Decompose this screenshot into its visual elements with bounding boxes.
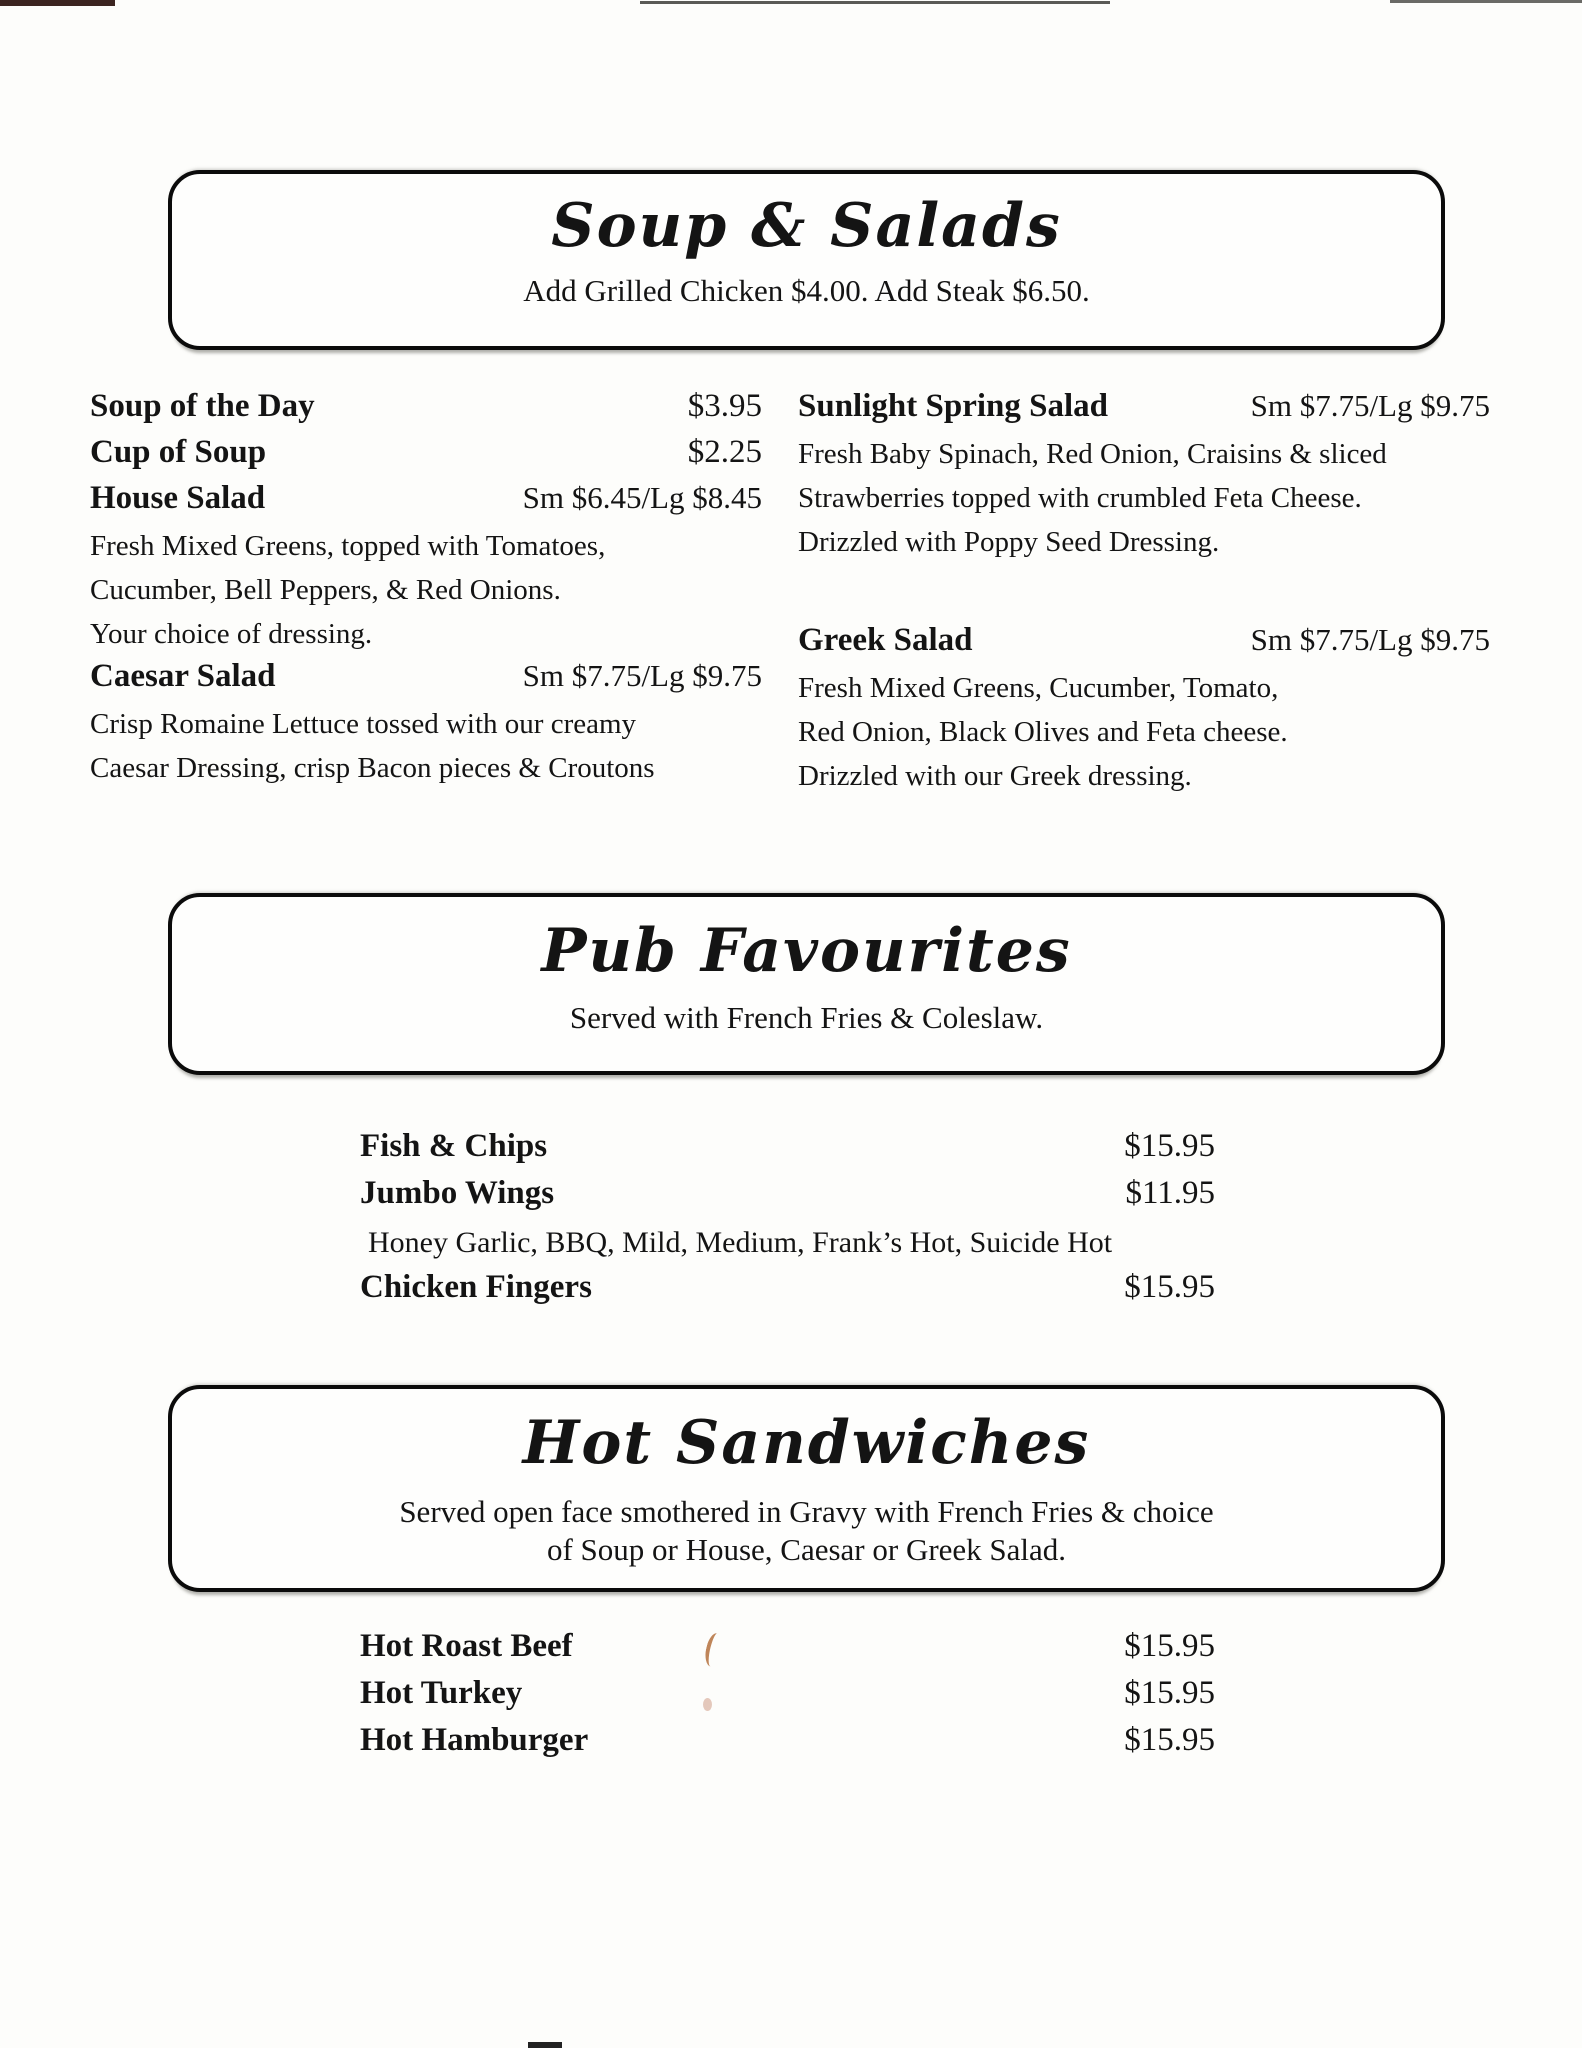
item-name: Greek Salad bbox=[798, 622, 973, 658]
menu-item-hot-turkey bbox=[360, 1675, 1215, 1722]
soup-salads-right-column bbox=[798, 388, 1490, 800]
item-name: Fish & Chips bbox=[360, 1128, 548, 1164]
menu-item-sunlight-spring-salad bbox=[798, 388, 1490, 434]
item-price: Sm $6.45/Lg $8.45 bbox=[522, 480, 762, 515]
item-name: Chicken Fingers bbox=[360, 1269, 592, 1305]
item-price: $15.95 bbox=[1124, 1628, 1215, 1664]
scan-edge-artifact bbox=[528, 2042, 562, 2048]
item-name: House Salad bbox=[90, 480, 266, 516]
item-name: Hot Turkey bbox=[360, 1675, 523, 1711]
menu-item-cup-of-soup bbox=[90, 434, 762, 480]
soup-salads-banner bbox=[168, 170, 1445, 350]
pub-favourites-title: Pub Favourites bbox=[541, 916, 1072, 986]
menu-item-caesar-salad bbox=[90, 658, 762, 704]
pub-favourites-items bbox=[360, 1128, 1215, 1316]
hot-sandwiches-subtitle-line1: Served open face smothered in Gravy with French Fries & choice bbox=[399, 1494, 1214, 1529]
hot-sandwiches-items bbox=[360, 1628, 1215, 1769]
item-price: $15.95 bbox=[1124, 1128, 1215, 1164]
item-description-line: Drizzled with our Greek dressing. bbox=[798, 760, 1192, 792]
scan-edge-artifact bbox=[0, 0, 115, 6]
item-price: $15.95 bbox=[1124, 1722, 1215, 1758]
item-name: Soup of the Day bbox=[90, 388, 315, 424]
item-name: Sunlight Spring Salad bbox=[798, 388, 1108, 424]
item-price: $2.25 bbox=[687, 434, 762, 470]
menu-item-jumbo-wings bbox=[360, 1175, 1215, 1222]
hot-sandwiches-title: Hot Sandwiches bbox=[522, 1408, 1091, 1478]
menu-item-greek-salad bbox=[798, 622, 1490, 668]
item-description-line: Fresh Mixed Greens, Cucumber, Tomato, bbox=[798, 672, 1279, 704]
soup-salads-left-column bbox=[90, 388, 762, 800]
item-description-line: Crisp Romaine Lettuce tossed with our creamy bbox=[90, 708, 637, 740]
spacer bbox=[798, 566, 1490, 622]
item-name: Hot Roast Beef bbox=[360, 1628, 573, 1664]
menu-item-hot-hamburger bbox=[360, 1722, 1215, 1769]
soup-salads-title: Soup & Salads bbox=[551, 191, 1062, 261]
item-price: $15.95 bbox=[1124, 1675, 1215, 1711]
item-description-line: Fresh Baby Spinach, Red Onion, Craisins & sliced bbox=[798, 438, 1387, 470]
item-description-line: Caesar Dressing, crisp Bacon pieces & Croutons bbox=[90, 752, 655, 784]
soup-salads-subtitle: Add Grilled Chicken $4.00. Add Steak $6.50. bbox=[523, 273, 1090, 308]
item-description-line: Your choice of dressing. bbox=[90, 618, 373, 650]
item-price: $15.95 bbox=[1124, 1269, 1215, 1305]
pub-favourites-subtitle: Served with French Fries & Coleslaw. bbox=[569, 1000, 1044, 1035]
item-price: Sm $7.75/Lg $9.75 bbox=[1250, 388, 1490, 423]
item-description-line: Red Onion, Black Olives and Feta cheese. bbox=[798, 716, 1288, 748]
soup-salads-items bbox=[90, 388, 1490, 800]
item-name: Cup of Soup bbox=[90, 434, 267, 470]
item-price: $3.95 bbox=[687, 388, 762, 424]
item-name: Caesar Salad bbox=[90, 658, 276, 694]
smudge-artifact bbox=[703, 1698, 712, 1711]
menu-item-chicken-fingers bbox=[360, 1269, 1215, 1316]
hot-sandwiches-subtitle-line2: of Soup or House, Caesar or Greek Salad. bbox=[546, 1532, 1067, 1567]
menu-item-house-salad bbox=[90, 480, 762, 526]
item-description-line: Drizzled with Poppy Seed Dressing. bbox=[798, 526, 1220, 558]
item-name: Jumbo Wings bbox=[360, 1175, 555, 1211]
item-description-line: Strawberries topped with crumbled Feta Cheese. bbox=[798, 482, 1362, 514]
scan-edge-artifact bbox=[640, 1, 1110, 4]
hot-sandwiches-banner bbox=[168, 1385, 1445, 1592]
menu-item-soup-of-the-day bbox=[90, 388, 762, 434]
wings-flavours-note: Honey Garlic, BBQ, Mild, Medium, Frank’s Hot, Suicide Hot bbox=[368, 1226, 1113, 1259]
item-description-line: Fresh Mixed Greens, topped with Tomatoes, bbox=[90, 530, 606, 562]
item-description-line: Cucumber, Bell Peppers, & Red Onions. bbox=[90, 574, 561, 606]
item-price: Sm $7.75/Lg $9.75 bbox=[522, 658, 762, 693]
menu-item-fish-and-chips bbox=[360, 1128, 1215, 1175]
pub-favourites-banner bbox=[168, 893, 1445, 1075]
scan-edge-artifact bbox=[1390, 0, 1582, 3]
menu-item-hot-roast-beef bbox=[360, 1628, 1215, 1675]
item-name: Hot Hamburger bbox=[360, 1722, 589, 1758]
item-price: $11.95 bbox=[1125, 1175, 1215, 1211]
item-price: Sm $7.75/Lg $9.75 bbox=[1250, 622, 1490, 657]
